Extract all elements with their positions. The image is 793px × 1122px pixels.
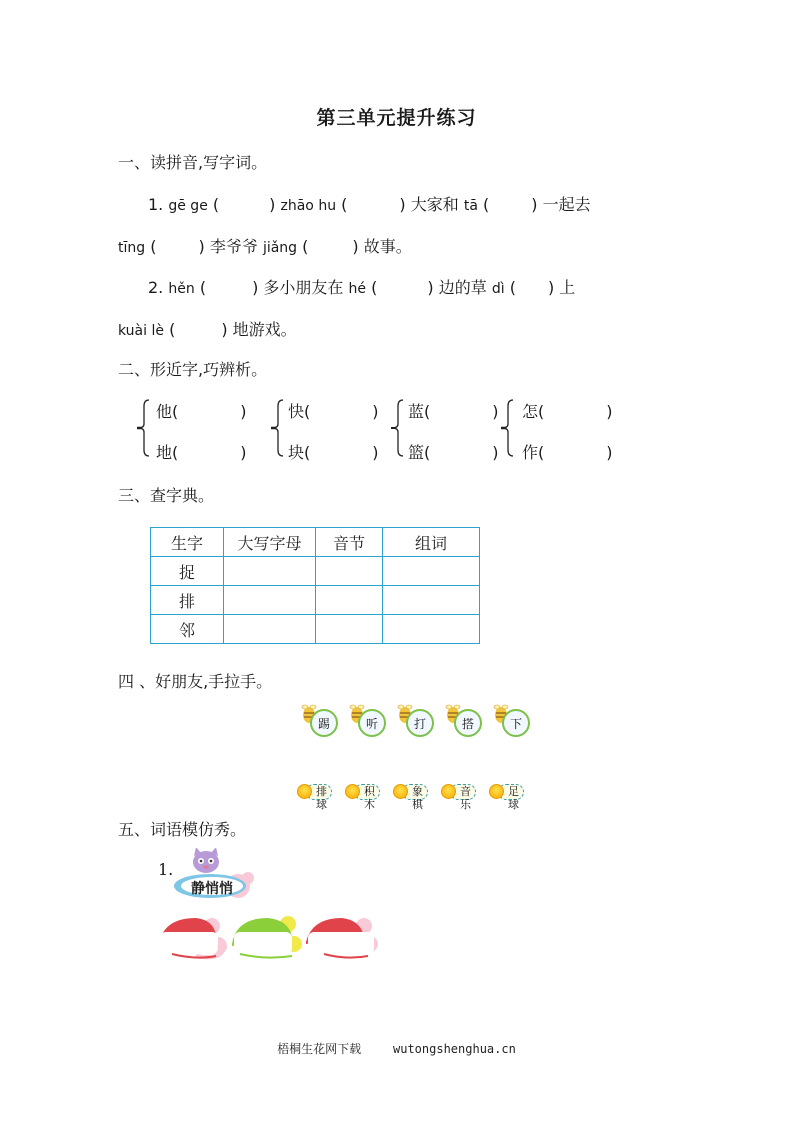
pinyin: kuài lè xyxy=(118,323,164,339)
footer xyxy=(0,1040,793,1057)
table-cell-blank[interactable] xyxy=(316,586,383,615)
table-cell-blank[interactable] xyxy=(383,557,480,586)
similar-char-pair-3-bottom: 篮( ) xyxy=(408,443,499,462)
verb-char: 下 xyxy=(502,709,530,737)
blank-word-input[interactable] xyxy=(238,934,290,952)
q1-line1 xyxy=(148,192,591,215)
similar-char-pair-2-bottom: 块( ) xyxy=(288,443,379,462)
paren-open: ( xyxy=(341,195,348,214)
similar-char-pair-1-top: 他( ) xyxy=(156,402,247,421)
verb-bubble[interactable] xyxy=(444,703,488,739)
q2-line1 xyxy=(148,275,575,298)
pinyin: dì xyxy=(491,281,505,297)
paren-open: ( xyxy=(169,320,176,339)
brace-icon xyxy=(270,398,284,458)
table-cell-blank[interactable] xyxy=(224,615,316,644)
section5-heading: 五、词语模仿秀。 xyxy=(118,820,247,839)
noun-word: 排球 xyxy=(306,784,332,800)
brace-icon xyxy=(136,398,150,458)
paren-open: ( xyxy=(371,278,378,297)
table-header: 大写字母 xyxy=(224,528,316,557)
table-header: 组词 xyxy=(383,528,480,557)
table-header: 音节 xyxy=(316,528,383,557)
question-number: 2. xyxy=(148,278,164,297)
noun-word: 音乐 xyxy=(450,784,476,800)
sun-icon xyxy=(345,784,360,799)
footer-url[interactable]: wutongshenghua.cn xyxy=(393,1042,516,1056)
item-number: 1. xyxy=(158,860,174,879)
table-row xyxy=(151,557,480,586)
question-number: 1. xyxy=(148,195,164,214)
paren-close: ) xyxy=(252,278,259,297)
table-cell-char: 排 xyxy=(151,586,224,615)
verb-bubble[interactable] xyxy=(492,703,536,739)
table-row xyxy=(151,586,480,615)
verb-bubble[interactable] xyxy=(300,703,344,739)
paren-open: ( xyxy=(199,278,207,297)
pinyin: hé xyxy=(348,281,367,297)
paren-close: ) xyxy=(269,195,276,214)
footer-site-name: 梧桐生花网下载 xyxy=(277,1042,362,1056)
paren-close: ) xyxy=(531,195,538,214)
section2-heading: 二、形近字,巧辨析。 xyxy=(118,360,268,379)
noun-word: 足球 xyxy=(498,784,524,800)
text: 边的草 xyxy=(438,278,487,297)
pinyin: tīng xyxy=(118,240,146,256)
similar-char-pair-2-top: 快( ) xyxy=(288,402,379,421)
sun-icon xyxy=(441,784,456,799)
verb-bubble[interactable] xyxy=(348,703,392,739)
table-cell-blank[interactable] xyxy=(383,615,480,644)
similar-char-pair-1-bottom: 地( ) xyxy=(156,443,247,462)
page-title: 第三单元提升练习 xyxy=(316,107,477,129)
pinyin: tā xyxy=(463,198,478,214)
paren-close: ) xyxy=(399,195,406,214)
pinyin: zhāo hu xyxy=(280,198,337,214)
paren-open: ( xyxy=(483,195,490,214)
text: 一起去 xyxy=(542,195,591,214)
table-cell-blank[interactable] xyxy=(383,586,480,615)
table-header: 生字 xyxy=(151,528,224,557)
verb-char: 踢 xyxy=(310,709,338,737)
sun-icon xyxy=(393,784,408,799)
q2-line2 xyxy=(118,317,297,340)
table-cell-blank[interactable] xyxy=(224,557,316,586)
dictionary-table xyxy=(150,527,480,644)
verb-char: 听 xyxy=(358,709,386,737)
paren-close: ) xyxy=(427,278,434,297)
text: 故事。 xyxy=(363,237,412,256)
similar-char-pair-4-top: 怎( ) xyxy=(522,402,613,421)
example-word-badge xyxy=(172,848,258,898)
section3-heading: 三、查字典。 xyxy=(118,486,215,505)
table-header-row xyxy=(151,528,480,557)
paren-open: ( xyxy=(212,195,220,214)
q1-line2 xyxy=(118,234,412,257)
table-row xyxy=(151,615,480,644)
section4-heading: 四 、好朋友,手拉手。 xyxy=(118,672,273,691)
blank-word-input[interactable] xyxy=(164,934,216,952)
paren-close: ) xyxy=(352,237,359,256)
similar-char-pair-4-bottom: 作( ) xyxy=(522,443,613,462)
sun-icon xyxy=(489,784,504,799)
text: 李爷爷 xyxy=(209,237,258,256)
brace-icon xyxy=(390,398,404,458)
pinyin: jiǎng xyxy=(262,240,298,256)
paren-open: ( xyxy=(150,237,157,256)
paren-open: ( xyxy=(509,278,516,297)
blank-word-input[interactable] xyxy=(312,934,368,952)
pinyin: gē ge xyxy=(168,198,208,214)
paren-open: ( xyxy=(302,237,309,256)
table-cell-char: 邻 xyxy=(151,615,224,644)
noun-word: 象棋 xyxy=(402,784,428,800)
table-cell-blank[interactable] xyxy=(316,615,383,644)
table-cell-char: 捉 xyxy=(151,557,224,586)
pinyin: hěn xyxy=(168,281,195,297)
verb-bubble[interactable] xyxy=(396,703,440,739)
similar-char-pair-3-top: 蓝( ) xyxy=(408,402,499,421)
table-cell-blank[interactable] xyxy=(224,586,316,615)
verb-char: 搭 xyxy=(454,709,482,737)
text: 多小朋友在 xyxy=(263,278,344,297)
section1-heading: 一、读拼音,写字词。 xyxy=(118,153,268,172)
example-word: 静悄悄 xyxy=(191,881,233,897)
table-cell-blank[interactable] xyxy=(316,557,383,586)
text: 上 xyxy=(559,278,576,297)
paren-close: ) xyxy=(547,278,555,297)
text: 大家和 xyxy=(410,195,459,214)
paren-close: ) xyxy=(221,320,228,339)
verb-char: 打 xyxy=(406,709,434,737)
sun-icon xyxy=(297,784,312,799)
paren-close: ) xyxy=(198,237,205,256)
noun-word: 积木 xyxy=(354,784,380,800)
brace-icon xyxy=(500,398,514,458)
text: 地游戏。 xyxy=(232,320,297,339)
